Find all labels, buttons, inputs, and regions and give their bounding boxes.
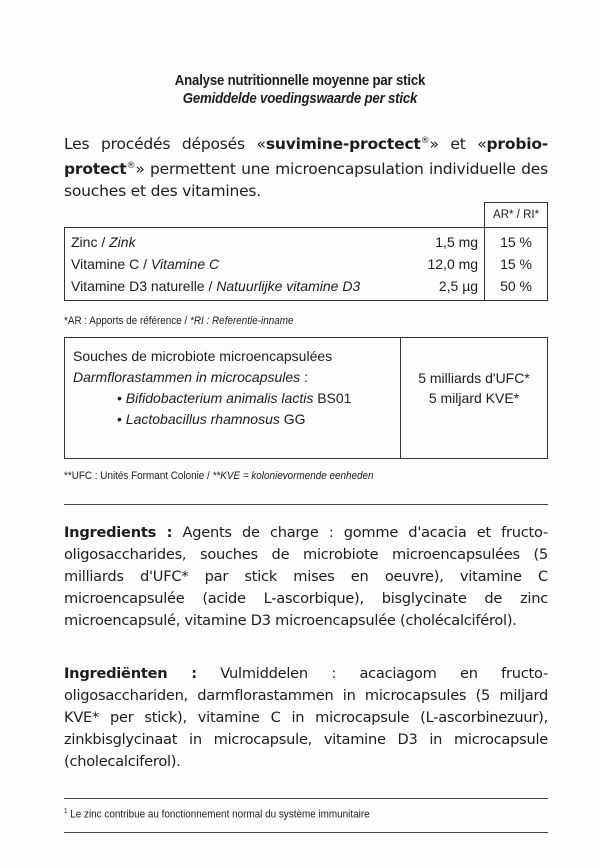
title-fr: Analyse nutritionnelle moyenne par stick [174, 72, 426, 89]
nutrient-amount: 12,0 mg [406, 253, 484, 275]
microbiota-amount-fr: 5 milliards d'UFC* [418, 370, 530, 386]
footnote-ar: *AR : Apports de référence / *RI : Referentie-inname [64, 315, 294, 327]
ingredients-label-nl: Ingrediënten : [64, 665, 197, 682]
divider [64, 504, 548, 505]
nutrient-ar: 15 % [485, 228, 548, 254]
registered-mark: ® [126, 161, 136, 172]
ingredients-nl [64, 663, 548, 773]
ar-ri-header: AR* / RI* [485, 203, 548, 228]
ingredients-fr [64, 522, 548, 632]
microbiota-label-fr: Souches de microbiote microencapsulées [73, 348, 333, 364]
divider [64, 832, 548, 833]
table-row [65, 253, 548, 275]
footnote-ufc: **UFC : Unités Formant Colonie / **KVE = kolonievormende eenheden [64, 470, 374, 482]
intro-paragraph [64, 130, 548, 202]
divider [64, 798, 548, 799]
strain-item: • Lactobacillus rhamnosus GG [117, 411, 306, 427]
table-row [65, 228, 548, 254]
intro-text-2: » et « [429, 135, 487, 154]
nutrient-ar: 50 % [485, 275, 548, 301]
nutrition-header-row [65, 203, 548, 228]
ingredients-text-fr: Agents de charge : gomme d'acacia et fructo-oligosaccharides, souches de microbiote microencapsulées (5 milliards d'UFC* par stick mises en oeuvre), vitamine C microencapsulée (acide L-ascorbique), bisglycinate de zinc microencapsulé, vitamine D3 microencapsulée (cholécalciférol). [64, 524, 548, 629]
nutrient-name: Vitamine C / Vitamine C [65, 253, 407, 275]
nutrient-amount: 1,5 mg [406, 228, 484, 254]
zinc-note [64, 808, 370, 821]
nutrient-amount: 2,5 µg [406, 275, 484, 301]
note-marker: 1 [64, 808, 68, 815]
nutrient-name: Vitamine D3 naturelle / Natuurlijke vitamine D3 [65, 275, 407, 301]
nutrition-table [64, 202, 548, 301]
strain-item: • Bifidobacterium animalis lactis BS01 [117, 390, 352, 406]
ingredients-text-nl: Vulmiddelen : acaciagom en fructo-oligosacchariden, darmflorastammen in microcapsules (5 miljard KVE* per stick), vitamine C in microcapsule (L-ascorbinezuur), zinkbisglycinaat in microcapsule, vitamine D3 in microcapsule (cholecalciferol). [64, 665, 548, 770]
nutrient-name: Zinc / Zink [65, 228, 407, 254]
title-nl: Gemiddelde voedingswaarde per stick [182, 90, 418, 107]
registered-mark: ® [420, 136, 430, 146]
table-row [65, 275, 548, 301]
note-text: Le zinc contribue au fonctionnement normal du système immunitaire [67, 808, 370, 821]
nutrient-ar: 15 % [485, 253, 548, 275]
microbiota-box [64, 337, 548, 459]
brand-probio: probio-protect [64, 135, 549, 179]
microbiota-amount-nl: 5 miljard KVE* [428, 390, 520, 406]
microbiota-description [65, 338, 401, 458]
ingredients-label-fr: Ingredients : [64, 524, 173, 541]
intro-text-3: » permettent une microencapsulation individuelle des souches et des vitamines. [64, 160, 548, 201]
microbiota-label-nl: Darmflorastammen in microcapsules : [73, 369, 308, 385]
intro-text-1: Les procédés déposés « [64, 135, 266, 154]
brand-suvimine: suvimine-proctect [265, 135, 421, 154]
microbiota-amount [401, 368, 547, 408]
